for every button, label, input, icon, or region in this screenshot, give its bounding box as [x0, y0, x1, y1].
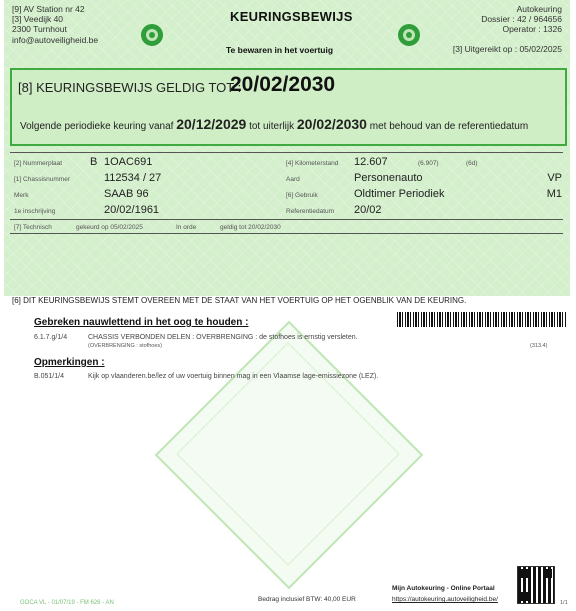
validity-date: 20/02/2030: [230, 73, 336, 96]
next-inspection-prefix: Volgende periodieke keuring vanaf: [20, 121, 174, 132]
document-title: KEURINGSBEWIJS: [230, 9, 353, 24]
brand-value: SAAB 96: [104, 188, 149, 200]
operator-number: Operator : 1326: [502, 24, 562, 34]
defect-code: 6.1.7.g/1/4: [34, 334, 68, 341]
separator-line: [10, 233, 563, 234]
defect-text: CHASSIS VERBONDEN DELEN : OVERBRENGING : de stofhoes is ernstig versleten.: [88, 334, 358, 341]
defects-heading: Gebreken nauwlettend in het oog te houden :: [34, 317, 249, 328]
station-address: [9] AV Station nr 42: [12, 4, 85, 14]
portal-label: Mijn Autokeuring - Online Portaal: [392, 585, 495, 592]
usage-label: [6] Gebruik: [286, 192, 318, 199]
remark-text: Kijk op vlaanderen.be/lez of uw voertuig binnen mag in een Vlaamse lage-emissiezone (LEZ).: [88, 373, 379, 380]
technical-status: In orde: [176, 224, 197, 231]
km-previous: (6.907): [418, 160, 439, 167]
brand-label: Merk: [14, 192, 29, 199]
next-inspection-from: 20/12/2029: [176, 116, 247, 132]
next-inspection-mid: tot uiterlijk: [249, 121, 295, 132]
dossier-number: Dossier : 42 / 964656: [481, 14, 562, 24]
defect-sub: (OVERBRENGING : stofhoes): [88, 343, 162, 349]
eye-logo-icon: [398, 24, 420, 46]
vehicle-type-code: VP: [547, 172, 562, 184]
km-extra: (6d): [466, 160, 478, 167]
barcode: [397, 312, 567, 327]
station-city: 2300 Turnhout: [12, 24, 67, 34]
qr-code[interactable]: [517, 566, 555, 604]
amount-incl-vat: Bedrag inclusief BTW: 40,00 EUR: [258, 596, 356, 603]
issued-date: [3] Uitgereikt op : 05/02/2025: [452, 44, 562, 54]
document-subtitle: Te bewaren in het voertuig: [226, 45, 334, 55]
technical-valid-until: geldig tot 20/02/2030: [220, 224, 281, 231]
km-value: 12.607: [354, 156, 388, 168]
next-inspection-until: 20/02/2030: [296, 116, 367, 132]
first-registration-value: 20/02/1961: [104, 204, 160, 216]
remarks-heading: Opmerkingen :: [34, 357, 105, 368]
technical-label: [7] Technisch: [14, 224, 52, 231]
separator-line: [10, 219, 563, 220]
chassis-value: 112534 / 27: [104, 172, 162, 184]
chassis-label: [1] Chassisnummer: [14, 176, 70, 183]
validity-label: [8] KEURINGSBEWIJS GELDIG TOT :: [18, 80, 242, 95]
form-code: GOCA VL - 01/07/19 - FM 626 - AN: [20, 600, 114, 606]
km-label: [4] Kilometerstand: [286, 160, 339, 167]
separator-line: [10, 152, 563, 153]
vehicle-type-value: Personenauto: [354, 172, 423, 184]
defect-reference: (313.4): [530, 343, 548, 349]
organisation-name: Autokeuring: [516, 4, 562, 14]
reference-date-value: 20/02: [354, 204, 382, 216]
plate-prefix: B: [90, 156, 98, 168]
reference-date-label: Referentiedatum: [286, 208, 335, 215]
station-street: [3] Veedijk 40: [12, 14, 64, 24]
vehicle-type-label: Aard: [286, 176, 300, 183]
page-number: 1/1: [560, 600, 568, 606]
plate-label: [2] Nummerplaat: [14, 160, 63, 167]
next-inspection-line: [20, 116, 528, 132]
remark-code: B.051/1/4: [34, 373, 64, 380]
first-registration-label: 1e inschrijving: [14, 208, 56, 215]
usage-code: M1: [546, 188, 562, 200]
eye-logo-icon: [141, 24, 163, 46]
technical-inspected: gekeurd op 05/02/2025: [76, 224, 143, 231]
next-inspection-suffix: met behoud van de referentiedatum: [369, 121, 529, 132]
usage-value: Oldtimer Periodiek: [354, 188, 445, 200]
plate-value: 1OAC691: [104, 156, 153, 168]
station-email: info@autoveiligheid.be: [12, 35, 99, 45]
portal-link[interactable]: https://autokeuring.autoveiligheid.be/: [392, 596, 498, 603]
conformity-statement: [6] DIT KEURINGSBEWIJS STEMT OVEREEN MET DE STAAT VAN HET VOERTUIG OP HET OGENBLIK VAN DE KEURING.: [12, 296, 467, 305]
